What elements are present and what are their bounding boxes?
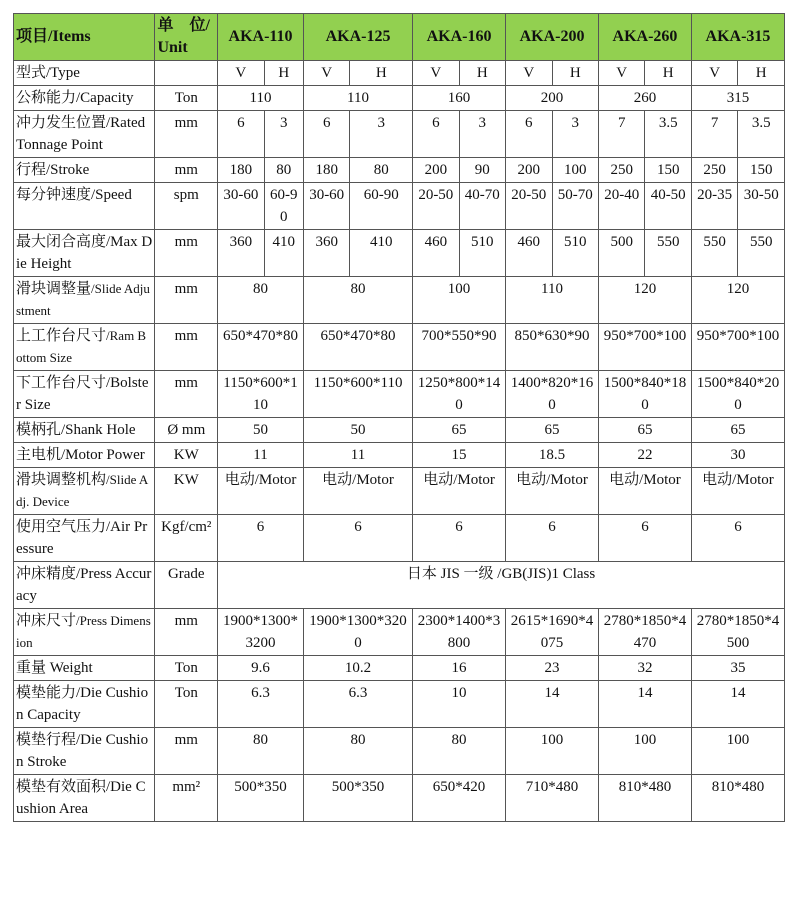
row-unit: Kgf/cm²	[155, 515, 218, 562]
spec-row	[14, 728, 785, 775]
header-model: AKA-200	[506, 14, 599, 61]
header-model: AKA-160	[413, 14, 506, 61]
value-cell: 150	[645, 158, 691, 183]
value-cell: 65	[413, 418, 506, 443]
row-label: 模柄孔/Shank Hole	[14, 418, 155, 443]
value-cell: 550	[645, 230, 691, 277]
value-cell: V	[413, 61, 459, 86]
row-unit: Ø mm	[155, 418, 218, 443]
value-cell: 6	[218, 111, 264, 158]
value-cell: 15	[413, 443, 506, 468]
value-cell: 65	[506, 418, 599, 443]
value-cell: 410	[264, 230, 303, 277]
value-cell: 30-60	[303, 183, 349, 230]
value-cell: 80	[350, 158, 413, 183]
row-unit: mm	[155, 324, 218, 371]
value-cell: 6.3	[303, 681, 412, 728]
value-cell: 200	[413, 158, 459, 183]
row-label: 公称能力/Capacity	[14, 86, 155, 111]
value-cell: 50-70	[552, 183, 598, 230]
value-cell: 410	[350, 230, 413, 277]
spec-row	[14, 230, 785, 277]
value-cell: 1400*820*160	[506, 371, 599, 418]
value-cell: 电动/Motor	[506, 468, 599, 515]
row-label	[14, 609, 155, 656]
value-cell: 650*470*80	[218, 324, 304, 371]
row-label-cn: 上工作台尺寸	[16, 328, 107, 344]
spec-row	[14, 61, 785, 86]
row-label-cn: 冲床尺寸	[16, 613, 77, 629]
value-cell: 40-70	[459, 183, 505, 230]
value-cell: 950*700*100	[691, 324, 784, 371]
row-unit: Ton	[155, 656, 218, 681]
value-cell: 500	[598, 230, 644, 277]
value-cell: 11	[218, 443, 304, 468]
value-cell: 2780*1850*4500	[691, 609, 784, 656]
value-cell: 电动/Motor	[218, 468, 304, 515]
value-cell: H	[350, 61, 413, 86]
value-cell: V	[506, 61, 552, 86]
value-cell: H	[459, 61, 505, 86]
row-unit: Grade	[155, 562, 218, 609]
value-cell: H	[264, 61, 303, 86]
value-cell: 32	[598, 656, 691, 681]
value-cell: 1500*840*200	[691, 371, 784, 418]
row-label: 模垫行程/Die Cushion Stroke	[14, 728, 155, 775]
row-unit: mm	[155, 609, 218, 656]
value-cell: 日本 JIS 一级 /GB(JIS)1 Class	[218, 562, 785, 609]
value-cell: 40-50	[645, 183, 691, 230]
value-cell: 6.3	[218, 681, 304, 728]
row-unit: mm	[155, 158, 218, 183]
value-cell: 160	[413, 86, 506, 111]
value-cell: 电动/Motor	[303, 468, 412, 515]
value-cell: H	[552, 61, 598, 86]
value-cell: 80	[218, 277, 304, 324]
spec-row	[14, 681, 785, 728]
value-cell: 550	[691, 230, 737, 277]
value-cell: 电动/Motor	[691, 468, 784, 515]
value-cell: 200	[506, 158, 552, 183]
value-cell: 23	[506, 656, 599, 681]
value-cell: 650*470*80	[303, 324, 412, 371]
value-cell: 2615*1690*4075	[506, 609, 599, 656]
value-cell: 80	[218, 728, 304, 775]
value-cell: 110	[303, 86, 412, 111]
spec-row	[14, 111, 785, 158]
value-cell: 6	[506, 111, 552, 158]
row-unit: mm	[155, 111, 218, 158]
value-cell: 120	[691, 277, 784, 324]
value-cell: 7	[598, 111, 644, 158]
header-model: AKA-125	[303, 14, 412, 61]
value-cell: 100	[413, 277, 506, 324]
spec-row	[14, 775, 785, 822]
row-label-en: /Slide Adj. Device	[16, 472, 149, 509]
value-cell: 460	[506, 230, 552, 277]
header-model: AKA-315	[691, 14, 784, 61]
spec-row	[14, 609, 785, 656]
value-cell: 6	[303, 111, 349, 158]
value-cell: 850*630*90	[506, 324, 599, 371]
value-cell: 65	[691, 418, 784, 443]
row-unit: mm²	[155, 775, 218, 822]
value-cell: 700*550*90	[413, 324, 506, 371]
value-cell: 3.5	[738, 111, 785, 158]
value-cell: 6	[303, 515, 412, 562]
value-cell: 3	[552, 111, 598, 158]
row-label: 行程/Stroke	[14, 158, 155, 183]
spec-row	[14, 86, 785, 111]
value-cell: 80	[264, 158, 303, 183]
row-unit: KW	[155, 443, 218, 468]
row-unit: KW	[155, 468, 218, 515]
row-label: 每分钟速度/Speed	[14, 183, 155, 230]
value-cell: 6	[413, 111, 459, 158]
value-cell: 10	[413, 681, 506, 728]
value-cell: 1150*600*110	[303, 371, 412, 418]
spec-row	[14, 324, 785, 371]
value-cell: 1150*600*110	[218, 371, 304, 418]
row-label: 下工作台尺寸/Bolster Size	[14, 371, 155, 418]
value-cell: 510	[459, 230, 505, 277]
value-cell: 50	[303, 418, 412, 443]
value-cell: 16	[413, 656, 506, 681]
value-cell: 710*480	[506, 775, 599, 822]
value-cell: 18.5	[506, 443, 599, 468]
value-cell: 10.2	[303, 656, 412, 681]
row-unit: mm	[155, 728, 218, 775]
value-cell: 2300*1400*3800	[413, 609, 506, 656]
value-cell: 100	[552, 158, 598, 183]
value-cell: 50	[218, 418, 304, 443]
row-label: 最大闭合高度/Max Die Height	[14, 230, 155, 277]
value-cell: V	[303, 61, 349, 86]
value-cell: 180	[218, 158, 264, 183]
value-cell: 100	[598, 728, 691, 775]
value-cell: 20-50	[413, 183, 459, 230]
value-cell: 90	[459, 158, 505, 183]
value-cell: 6	[691, 515, 784, 562]
row-label: 冲床精度/Press Accuracy	[14, 562, 155, 609]
value-cell: 6	[218, 515, 304, 562]
spec-row	[14, 468, 785, 515]
value-cell: 80	[413, 728, 506, 775]
value-cell: 7	[691, 111, 737, 158]
row-label: 模垫能力/Die Cushion Capacity	[14, 681, 155, 728]
value-cell: 14	[506, 681, 599, 728]
value-cell: 500*350	[303, 775, 412, 822]
value-cell: 100	[506, 728, 599, 775]
value-cell: 2780*1850*4470	[598, 609, 691, 656]
value-cell: 315	[691, 86, 784, 111]
row-label: 主电机/Motor Power	[14, 443, 155, 468]
value-cell: 80	[303, 277, 412, 324]
spec-row	[14, 515, 785, 562]
value-cell: 110	[506, 277, 599, 324]
row-unit: mm	[155, 371, 218, 418]
value-cell: 11	[303, 443, 412, 468]
value-cell: 1500*840*180	[598, 371, 691, 418]
value-cell: 650*420	[413, 775, 506, 822]
value-cell: 3	[350, 111, 413, 158]
value-cell: 180	[303, 158, 349, 183]
value-cell: 9.6	[218, 656, 304, 681]
spec-row	[14, 418, 785, 443]
value-cell: 6	[413, 515, 506, 562]
row-unit: Ton	[155, 86, 218, 111]
value-cell: 6	[598, 515, 691, 562]
row-label: 模垫有效面积/Die Cushion Area	[14, 775, 155, 822]
value-cell: 20-40	[598, 183, 644, 230]
value-cell: 510	[552, 230, 598, 277]
row-label	[14, 468, 155, 515]
value-cell: 100	[691, 728, 784, 775]
value-cell: 35	[691, 656, 784, 681]
header-model: AKA-260	[598, 14, 691, 61]
row-label-en: /Press Dimension	[16, 613, 151, 650]
value-cell: 3.5	[645, 111, 691, 158]
value-cell: V	[598, 61, 644, 86]
value-cell: 14	[598, 681, 691, 728]
row-label: 型式/Type	[14, 61, 155, 86]
value-cell: 550	[738, 230, 785, 277]
row-label	[14, 277, 155, 324]
value-cell: 250	[598, 158, 644, 183]
value-cell: 120	[598, 277, 691, 324]
value-cell: H	[738, 61, 785, 86]
value-cell: 80	[303, 728, 412, 775]
value-cell: 200	[506, 86, 599, 111]
value-cell: 810*480	[598, 775, 691, 822]
value-cell: 30-60	[218, 183, 264, 230]
value-cell: 30-50	[738, 183, 785, 230]
row-label-en: /Ram Bottom Size	[16, 328, 147, 365]
row-unit: mm	[155, 230, 218, 277]
value-cell: 1900*1300*3200	[303, 609, 412, 656]
value-cell: 460	[413, 230, 459, 277]
spec-row	[14, 656, 785, 681]
value-cell: 3	[459, 111, 505, 158]
spec-row	[14, 371, 785, 418]
header-unit: 单 位/Unit	[155, 14, 218, 61]
spec-body	[14, 61, 785, 822]
row-label-en: /Slide Adjustment	[16, 281, 150, 318]
value-cell: V	[691, 61, 737, 86]
value-cell: 电动/Motor	[598, 468, 691, 515]
value-cell: 110	[218, 86, 304, 111]
value-cell: 20-35	[691, 183, 737, 230]
value-cell: 20-50	[506, 183, 552, 230]
value-cell: 3	[264, 111, 303, 158]
value-cell: 360	[218, 230, 264, 277]
value-cell: 150	[738, 158, 785, 183]
value-cell: 电动/Motor	[413, 468, 506, 515]
value-cell: 65	[598, 418, 691, 443]
value-cell: 360	[303, 230, 349, 277]
value-cell: H	[645, 61, 691, 86]
value-cell: 6	[506, 515, 599, 562]
row-unit	[155, 61, 218, 86]
spec-row	[14, 562, 785, 609]
row-label	[14, 324, 155, 371]
row-label-cn: 滑块调整机构	[16, 472, 107, 488]
value-cell: V	[218, 61, 264, 86]
row-unit: mm	[155, 277, 218, 324]
value-cell: 60-90	[350, 183, 413, 230]
row-label-cn: 滑块调整量	[16, 281, 92, 297]
spec-table	[13, 13, 785, 822]
row-unit: Ton	[155, 681, 218, 728]
value-cell: 260	[598, 86, 691, 111]
value-cell: 60-90	[264, 183, 303, 230]
value-cell: 500*350	[218, 775, 304, 822]
value-cell: 1900*1300*3200	[218, 609, 304, 656]
value-cell: 22	[598, 443, 691, 468]
spec-row	[14, 158, 785, 183]
row-label: 重量 Weight	[14, 656, 155, 681]
header-row	[14, 14, 785, 61]
value-cell: 30	[691, 443, 784, 468]
header-model: AKA-110	[218, 14, 304, 61]
value-cell: 810*480	[691, 775, 784, 822]
spec-row	[14, 183, 785, 230]
row-label: 使用空气压力/Air Pressure	[14, 515, 155, 562]
row-unit: spm	[155, 183, 218, 230]
row-label: 冲力发生位置/Rated Tonnage Point	[14, 111, 155, 158]
header-items: 项目/Items	[14, 14, 155, 61]
value-cell: 950*700*100	[598, 324, 691, 371]
value-cell: 250	[691, 158, 737, 183]
spec-row	[14, 277, 785, 324]
spec-row	[14, 443, 785, 468]
value-cell: 14	[691, 681, 784, 728]
value-cell: 1250*800*140	[413, 371, 506, 418]
